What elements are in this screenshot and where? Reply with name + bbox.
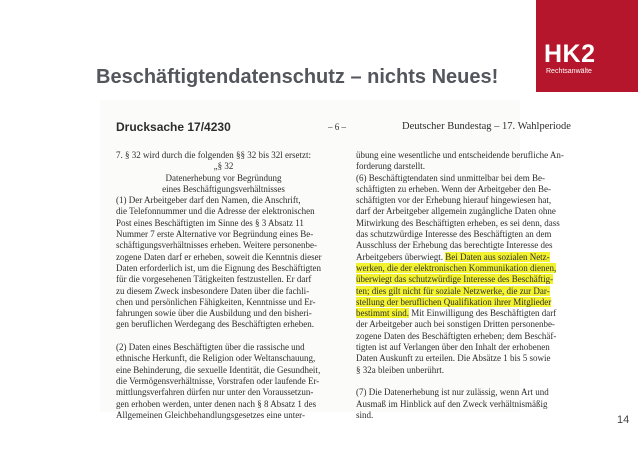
line-text: das schutzwürdige Interesse des Beschäftigten an dem xyxy=(356,229,552,240)
line-text: Ausschluss der Erhebung das berechtigte Interesse des xyxy=(356,240,553,251)
left-column-line: gen beruflichen Werdegang des Beschäftigten erheben. xyxy=(116,319,315,330)
right-column-line xyxy=(356,263,574,274)
line-text: sind. xyxy=(356,409,374,420)
line-text: übung eine wesentliche und entscheidende berufliche An- xyxy=(356,150,564,160)
line-text: Daten Auskunft zu erteilen. Die Absätze 1 bis 5 sowie xyxy=(356,353,551,364)
left-column-line: Daten erforderlich ist, um die Eignung des Beschäftigten xyxy=(116,262,321,273)
left-column-line: chen und persönlichen Fähigkeiten, Kenntnisse und Er- xyxy=(116,296,316,307)
left-column-line: die Vermögensverhältnisse, Vorstrafen oder laufende Er- xyxy=(116,375,320,386)
highlighted-text: Bei Daten aus sozialen Netz- xyxy=(445,251,550,262)
left-column-line: Allgemeinen Gleichbehandlungsgesetzes eine unter- xyxy=(116,409,305,420)
right-column xyxy=(356,150,574,421)
document-source: Deutscher Bundestag – 17. Wahlperiode xyxy=(402,121,571,132)
left-column-line: die Telefonnummer und die Adresse der elektronischen xyxy=(116,206,315,217)
line-text: (6) Beschäftigtendaten sind unmittelbar bei dem Be- xyxy=(356,172,545,183)
left-column-line: schäftigungsverhältnisses erheben. Weitere personenbe- xyxy=(116,240,318,251)
line-text: (7) Die Datenerhebung ist nur zulässig, wenn Art und xyxy=(356,387,549,398)
left-column-line: zu diesem Zweck insbesondere Daten über die fachli- xyxy=(116,285,310,296)
right-column-line xyxy=(356,218,574,229)
right-column-line xyxy=(356,297,574,308)
right-column-line xyxy=(356,399,574,410)
left-column-line: 7. § 32 wird durch die folgenden §§ 32 bis 32l ersetzt: xyxy=(116,150,311,160)
right-column-line xyxy=(356,319,574,330)
right-column-line xyxy=(356,308,574,319)
right-column-line xyxy=(356,150,574,161)
left-column-line: für die vorgesehenen Tätigkeiten festzustellen. Er darf xyxy=(116,274,312,285)
right-column-line xyxy=(356,353,574,364)
line-text: tigten ist auf Verlangen über den Inhalt der erhobenen xyxy=(356,342,550,353)
right-column-line xyxy=(356,387,574,398)
line-text: § 32a bleiben unberührt. xyxy=(356,364,444,375)
logo-subtitle: Rechtsanwälte xyxy=(546,68,592,75)
left-column-line: Nummer 7 erste Alternative vor Begründung eines Be- xyxy=(116,229,314,240)
right-column-line xyxy=(356,331,574,342)
right-column-line xyxy=(356,195,574,206)
line-text: Mit Einwilligung des Beschäftigten darf xyxy=(409,308,557,319)
line-text: Mitwirkung des Beschäftigten erheben, es sei denn, dass xyxy=(356,217,560,228)
left-column-line: mittlungsverfahren dürfen nur unter den Voraussetzun- xyxy=(116,387,314,398)
highlighted-text: überwiegt das schutzwürdige Interesse des Beschäftig- xyxy=(356,274,554,285)
left-column-line: (2) Daten eines Beschäftigten über die rassische und xyxy=(116,342,305,353)
left-column-line: Datenerhebung vor Begründung xyxy=(165,172,282,183)
right-column-line xyxy=(356,365,574,376)
document-scan xyxy=(100,100,571,420)
right-column-line xyxy=(356,410,574,421)
line-text: zogene Daten des Beschäftigten erheben; dem Beschäf- xyxy=(356,330,557,341)
highlighted-text: ten; dies gilt nicht für soziale Netzwerke, die zur Dar- xyxy=(356,285,550,296)
left-column-line: (1) Der Arbeitgeber darf den Namen, die Anschrift, xyxy=(116,195,301,206)
left-column-line: zogene Daten darf er erheben, soweit die Kenntnis dieser xyxy=(116,251,322,262)
right-column-line xyxy=(356,240,574,251)
line-text: der Arbeitgeber auch bei sonstigen Dritten personenbe- xyxy=(356,319,555,330)
highlighted-text: bestimmt sind. xyxy=(356,308,410,319)
highlighted-text: werken, die der elektronischen Kommunikation dienen, xyxy=(356,262,557,273)
right-column-line xyxy=(356,252,574,263)
line-text: schäftigten zu erheben. Wenn der Arbeitgeber den Be- xyxy=(356,183,552,194)
right-column-line xyxy=(356,161,574,172)
page-number: – 6 – xyxy=(328,122,346,132)
right-column-line xyxy=(356,342,574,353)
left-column-line: gen erhoben werden, unter denen nach § 8 Absatz 1 des xyxy=(116,398,317,409)
left-column-line: eines Beschäftigungsverhältnisses xyxy=(162,183,285,194)
left-column-line: fahrungen sowie über die Ausbildung und den bisheri- xyxy=(116,308,312,319)
left-column-line xyxy=(116,331,331,342)
left-column xyxy=(116,150,331,421)
line-text: schäftigten vor der Erhebung hierauf hingewiesen hat, xyxy=(356,195,552,206)
right-column-line xyxy=(356,274,574,285)
left-column-line: ethnische Herkunft, die Religion oder Weltanschauung, xyxy=(116,353,316,364)
slide-title: Beschäftigtendatenschutz – nichts Neues! xyxy=(96,66,499,88)
left-column-line: Post eines Beschäftigten im Sinne des § 3 Absatz 11 xyxy=(116,217,304,228)
right-column-line xyxy=(356,184,574,195)
document-number: Drucksache 17/4230 xyxy=(116,120,231,134)
hk2-logo xyxy=(536,0,638,92)
highlighted-text: stellung der beruflichen Qualifikation ihrer Mitglieder xyxy=(356,296,552,307)
slide-number: 14 xyxy=(617,414,630,426)
line-text: forderung darstellt. xyxy=(356,161,425,172)
right-column-line xyxy=(356,173,574,184)
line-text: Arbeitgebers überwiegt. xyxy=(356,251,446,262)
right-column-line xyxy=(356,286,574,297)
line-text: Ausmaß im Hinblick auf den Zweck verhältnismäßig xyxy=(356,398,548,409)
left-column-line: „§ 32 xyxy=(213,161,234,172)
right-column-line xyxy=(356,206,574,217)
logo-mark: HK2 xyxy=(544,40,596,68)
right-column-line xyxy=(356,376,574,387)
left-column-line: eine Behinderung, die sexuelle Identität, die Gesundheit, xyxy=(116,364,321,375)
line-text: darf der Arbeitgeber allgemein zugängliche Daten ohne xyxy=(356,206,556,217)
right-column-line xyxy=(356,229,574,240)
